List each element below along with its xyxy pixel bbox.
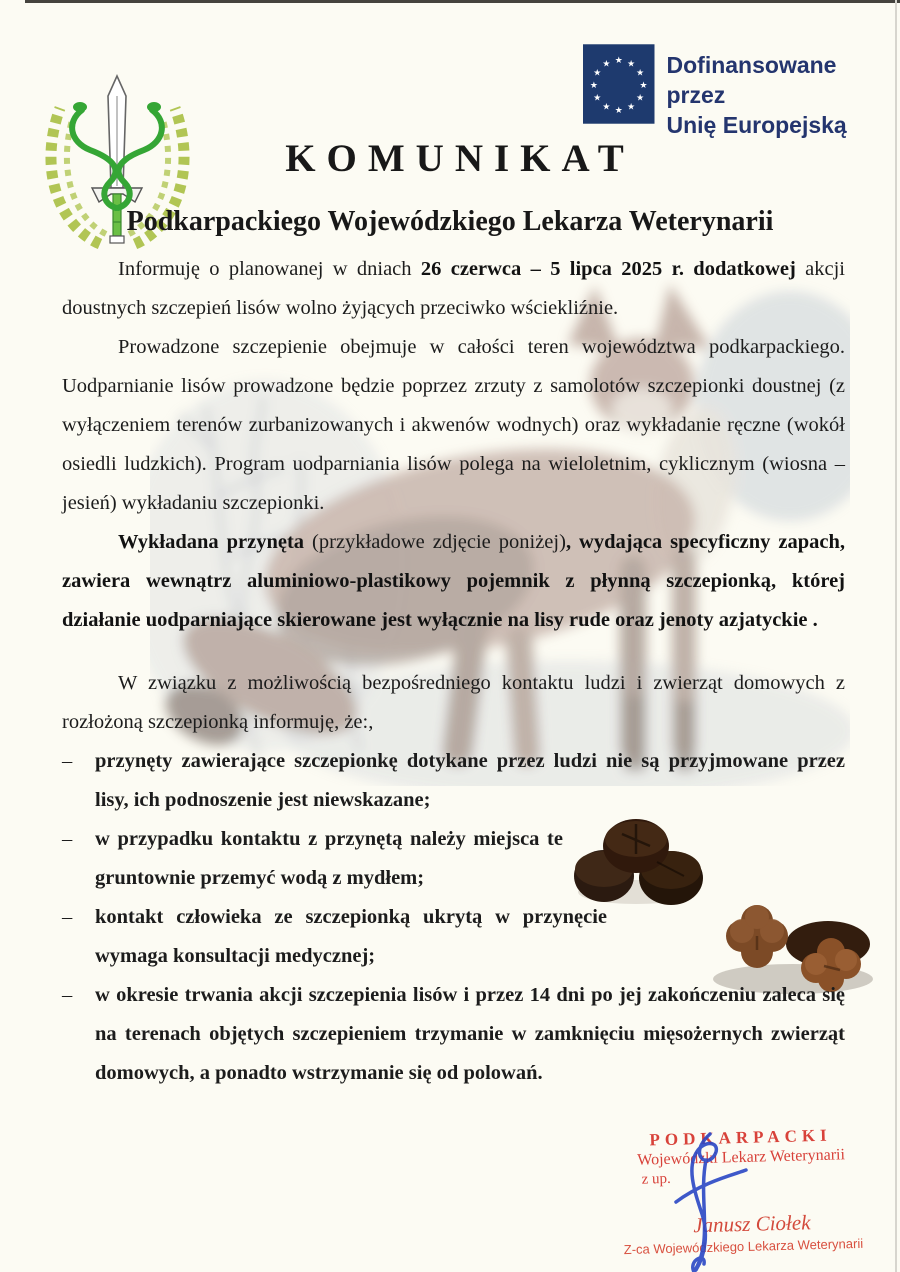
list-item-2 (62, 820, 845, 898)
page-subtitle: Podkarpackiego Wojewódzkiego Lekarza Weterynarii (126, 206, 774, 237)
paragraph-contact-warning: W związku z możliwością bezpośredniego kontaktu ludzi i zwierząt domowych z rozłożoną szczepionką informuję, że:, (62, 672, 845, 733)
bullet-dash: – (62, 750, 73, 772)
document-body (62, 250, 845, 1093)
stamp-office-name: Wojewódzki Lekarz Weterynarii (637, 1146, 846, 1169)
svg-text:★: ★ (636, 68, 645, 79)
list-item-1-text: przynęty zawierające szczepionkę dotykane przez ludzi nie są przyjmowane przez lisy, ich podnoszenie jest niewskazane; (95, 750, 845, 811)
paragraph-bait-description (62, 523, 845, 640)
eu-funding-line2: Unię Europejską (666, 112, 847, 138)
paragraph-intro-rest: akcji doustnych szczepień lisów wolno żyjących przeciwko wściekliźnie. (62, 258, 845, 319)
list-item-3 (62, 898, 845, 976)
bait-photo-note: (przykładowe zdjęcie poniżej) (304, 531, 566, 553)
paragraph-intro-normal: Informuję o planowanej w dniach (118, 258, 421, 280)
svg-text:★: ★ (639, 80, 648, 91)
handwritten-signature (648, 1128, 758, 1272)
list-item-1 (62, 742, 845, 820)
bullet-dash: – (62, 828, 73, 850)
signer-name: Janusz Ciołek (692, 1210, 811, 1238)
bait-bold-lead: Wykładana przynęta (118, 531, 305, 553)
signer-title: Z-ca Wojewódzkiego Lekarza Weterynarii (623, 1235, 864, 1258)
list-item-2-text: w przypadku kontaktu z przynętą należy miejsca te gruntownie przemyć wodą z mydłem; (95, 828, 563, 889)
page-title: KOMUNIKAT (285, 137, 635, 180)
svg-text:★: ★ (636, 93, 645, 104)
warning-list (62, 742, 845, 1093)
list-item-4-text: w okresie trwania akcji szczepienia lisów i przez 14 dni po jej zakończeniu zaleca się na terenach objętych szczepieniem trzymanie w zamknięciu mięsożernych zwierząt domowych, a ponadto wstrzymanie się od polowań. (95, 984, 845, 1084)
eu-funding-text (667, 50, 900, 140)
eu-funding-block (583, 44, 900, 140)
svg-text:★: ★ (593, 68, 602, 79)
bait-bold-rest: , wydająca specyficzny zapach, zawiera wewnątrz aluminiowo-plastikowy pojemnik z płynną szczepionką, której działanie uodparniające skierowane jest wyłącznie na lisy rude oraz jenoty azjatyckie . (62, 531, 845, 631)
svg-text:★: ★ (627, 59, 636, 70)
bullet-dash: – (62, 984, 73, 1006)
svg-text:★: ★ (593, 93, 602, 104)
scan-edge-right (895, 0, 897, 1272)
eu-funding-line1: Dofinansowane przez (666, 52, 837, 108)
stamp-by-authorization: z up. (641, 1170, 672, 1188)
svg-text:★: ★ (602, 59, 611, 70)
paragraph-intro (62, 250, 845, 328)
svg-text:★: ★ (589, 80, 598, 91)
list-item-3-text: kontakt człowieka ze szczepionką ukrytą w przynęcie wymaga konsultacji medycznej; (95, 906, 607, 967)
svg-text:★: ★ (627, 102, 636, 113)
paragraph-intro-dates: 26 czerwca – 5 lipca 2025 r. dodatkowej (420, 258, 796, 280)
svg-text:★: ★ (614, 105, 623, 116)
paragraph-program: Prowadzone szczepienie obejmuje w całości teren województwa podkarpackiego. Uodparnianie lisów prowadzone będzie poprzez zrzuty z samolotów szczepionki doustnej (z wyłączeniem terenów zurbanizowanych i akwenów wodnych) oraz wykładanie ręczne (wokół osiedli ludzkich). Program uodparniania lisów polega na wieloletnim, cyklicznym (wiosna – jesień) wykładaniu szczepionki. (62, 336, 845, 514)
stamp-region-name: PODKARPACKI (649, 1125, 832, 1150)
list-item-4 (62, 976, 845, 1093)
bullet-dash: – (62, 906, 73, 928)
eu-flag-icon (583, 44, 655, 124)
svg-text:★: ★ (602, 102, 611, 113)
scan-edge-top (25, 0, 900, 3)
svg-text:★: ★ (614, 56, 623, 67)
